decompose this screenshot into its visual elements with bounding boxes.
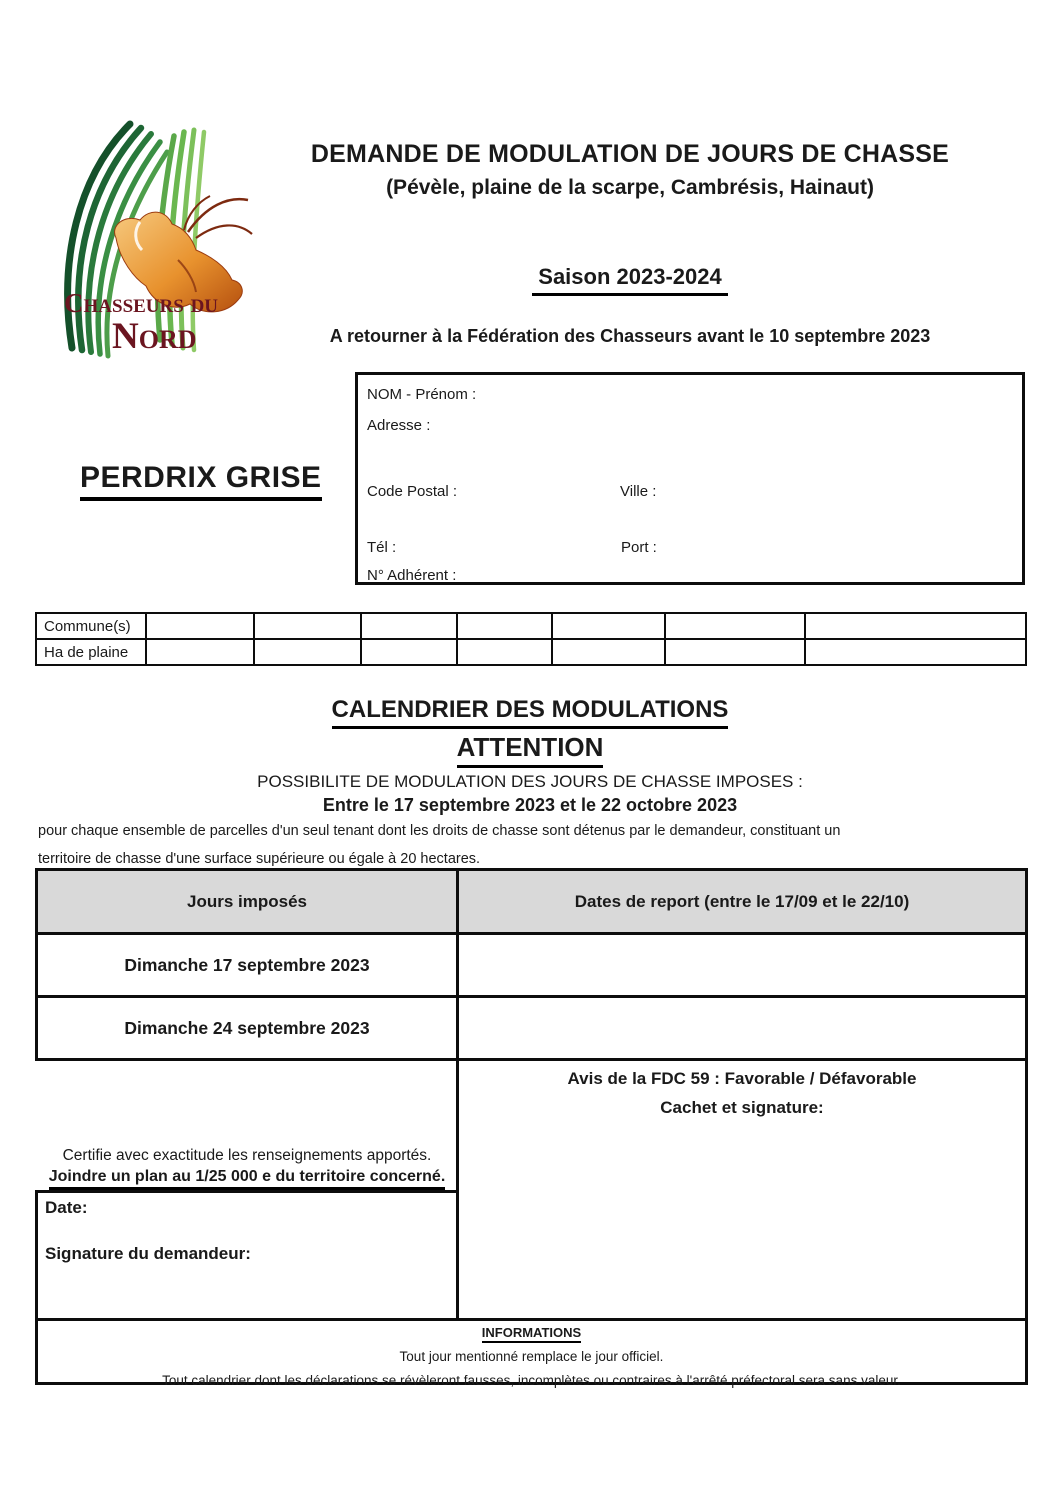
ha-plaine-cell[interactable] bbox=[361, 639, 457, 665]
adresse-label: Adresse : bbox=[367, 417, 431, 434]
attach-plan-line: Joindre un plan au 1/25 000 e du territoire concerné. bbox=[49, 1168, 446, 1190]
calendar-heading: CALENDRIER DES MODULATIONS bbox=[35, 696, 1025, 729]
informations-line1: Tout jour mentionné remplace le jour officiel. bbox=[399, 1349, 664, 1364]
modulation-col1-header: Jours imposés bbox=[35, 868, 459, 935]
commune-cell[interactable] bbox=[805, 613, 1026, 639]
jour-impose-row1: Dimanche 17 septembre 2023 bbox=[35, 932, 459, 998]
commune-cell[interactable] bbox=[254, 613, 361, 639]
informations-row bbox=[35, 1318, 1028, 1388]
possibility-line: POSSIBILITE DE MODULATION DES JOURS DE CHASSE IMPOSES : bbox=[257, 772, 803, 791]
certify-area bbox=[35, 1058, 459, 1193]
ha-plaine-cell[interactable] bbox=[665, 639, 805, 665]
signature-label: Signature du demandeur: bbox=[45, 1244, 251, 1263]
commune-row-label: Commune(s) bbox=[36, 613, 146, 639]
return-instruction: A retourner à la Fédération des Chasseurs avant le 10 septembre 2023 bbox=[329, 326, 931, 346]
ha-plaine-cell[interactable] bbox=[805, 639, 1026, 665]
ha-plaine-cell[interactable] bbox=[254, 639, 361, 665]
adresse-field-area[interactable] bbox=[443, 413, 1008, 469]
ha-plaine-row-label: Ha de plaine bbox=[36, 639, 146, 665]
informations-line2: Tout calendrier dont les déclarations se révèleront fausses, incomplètes ou contraires à l'arrêté préfectoral sera sans valeur. bbox=[162, 1373, 901, 1388]
logo-text-line2: Nord bbox=[112, 316, 197, 357]
date-report-cell-row2[interactable] bbox=[456, 995, 1028, 1061]
period-line: Entre le 17 septembre 2023 et le 22 octobre 2023 bbox=[322, 795, 738, 815]
modulation-col2-header: Dates de report (entre le 17/09 et le 22/10) bbox=[456, 868, 1028, 935]
ha-plaine-cell[interactable] bbox=[146, 639, 254, 665]
logo-text-line1: Chasseurs du bbox=[64, 288, 219, 318]
tel-label: Tél : bbox=[367, 539, 397, 556]
season-heading: Saison 2023-2024 bbox=[270, 264, 990, 296]
ville-label: Ville : bbox=[620, 483, 657, 500]
attention-heading: ATTENTION bbox=[35, 732, 1025, 768]
commune-row bbox=[36, 613, 1026, 639]
species-title: PERDRIX GRISE bbox=[80, 461, 322, 501]
commune-cell[interactable] bbox=[457, 613, 552, 639]
chasseurs-du-nord-logo bbox=[50, 110, 260, 365]
commune-cell[interactable] bbox=[665, 613, 805, 639]
code-postal-label: Code Postal : bbox=[367, 483, 458, 500]
code-postal-field-area[interactable] bbox=[468, 479, 608, 503]
adherent-field-area[interactable] bbox=[476, 563, 1006, 583]
date-report-cell-row1[interactable] bbox=[456, 932, 1028, 998]
adherent-label: N° Adhérent : bbox=[367, 567, 457, 584]
conditions-line2: territoire de chasse d'une surface supérieure ou égale à 20 hectares. bbox=[38, 851, 481, 867]
ville-field-area[interactable] bbox=[670, 479, 1010, 503]
modulation-table bbox=[35, 868, 1028, 1388]
commune-cell[interactable] bbox=[552, 613, 665, 639]
ha-plaine-cell[interactable] bbox=[457, 639, 552, 665]
nom-prenom-field-area[interactable] bbox=[488, 381, 1008, 405]
applicant-info-box bbox=[355, 372, 1025, 585]
document-subtitle: (Pévèle, plaine de la scarpe, Cambrésis, Hainaut) bbox=[386, 176, 874, 199]
conditions-line1: pour chaque ensemble de parcelles d'un seul tenant dont les droits de chasse sont détenus par le demandeur, constituant un bbox=[38, 823, 841, 839]
port-label: Port : bbox=[621, 539, 657, 556]
avis-fdc-line: Avis de la FDC 59 : Favorable / Défavorable bbox=[567, 1069, 917, 1088]
date-label: Date: bbox=[45, 1198, 88, 1217]
document-title: DEMANDE DE MODULATION DE JOURS DE CHASSE bbox=[310, 140, 950, 168]
informations-heading: INFORMATIONS bbox=[38, 1325, 1025, 1343]
jour-impose-row2: Dimanche 24 septembre 2023 bbox=[35, 995, 459, 1061]
port-field-area[interactable] bbox=[670, 535, 1010, 559]
date-signature-cell[interactable] bbox=[35, 1190, 459, 1321]
commune-cell[interactable] bbox=[361, 613, 457, 639]
cachet-signature-line: Cachet et signature: bbox=[660, 1098, 824, 1117]
nom-prenom-label: NOM - Prénom : bbox=[367, 386, 477, 403]
certify-line: Certifie avec exactitude les renseignements apportés. bbox=[62, 1147, 432, 1164]
commune-cell[interactable] bbox=[146, 613, 254, 639]
ha-plaine-row bbox=[36, 639, 1026, 665]
avis-fdc-cell[interactable] bbox=[456, 1058, 1028, 1321]
ha-plaine-cell[interactable] bbox=[552, 639, 665, 665]
commune-table bbox=[35, 612, 1027, 666]
tel-field-area[interactable] bbox=[408, 535, 608, 559]
